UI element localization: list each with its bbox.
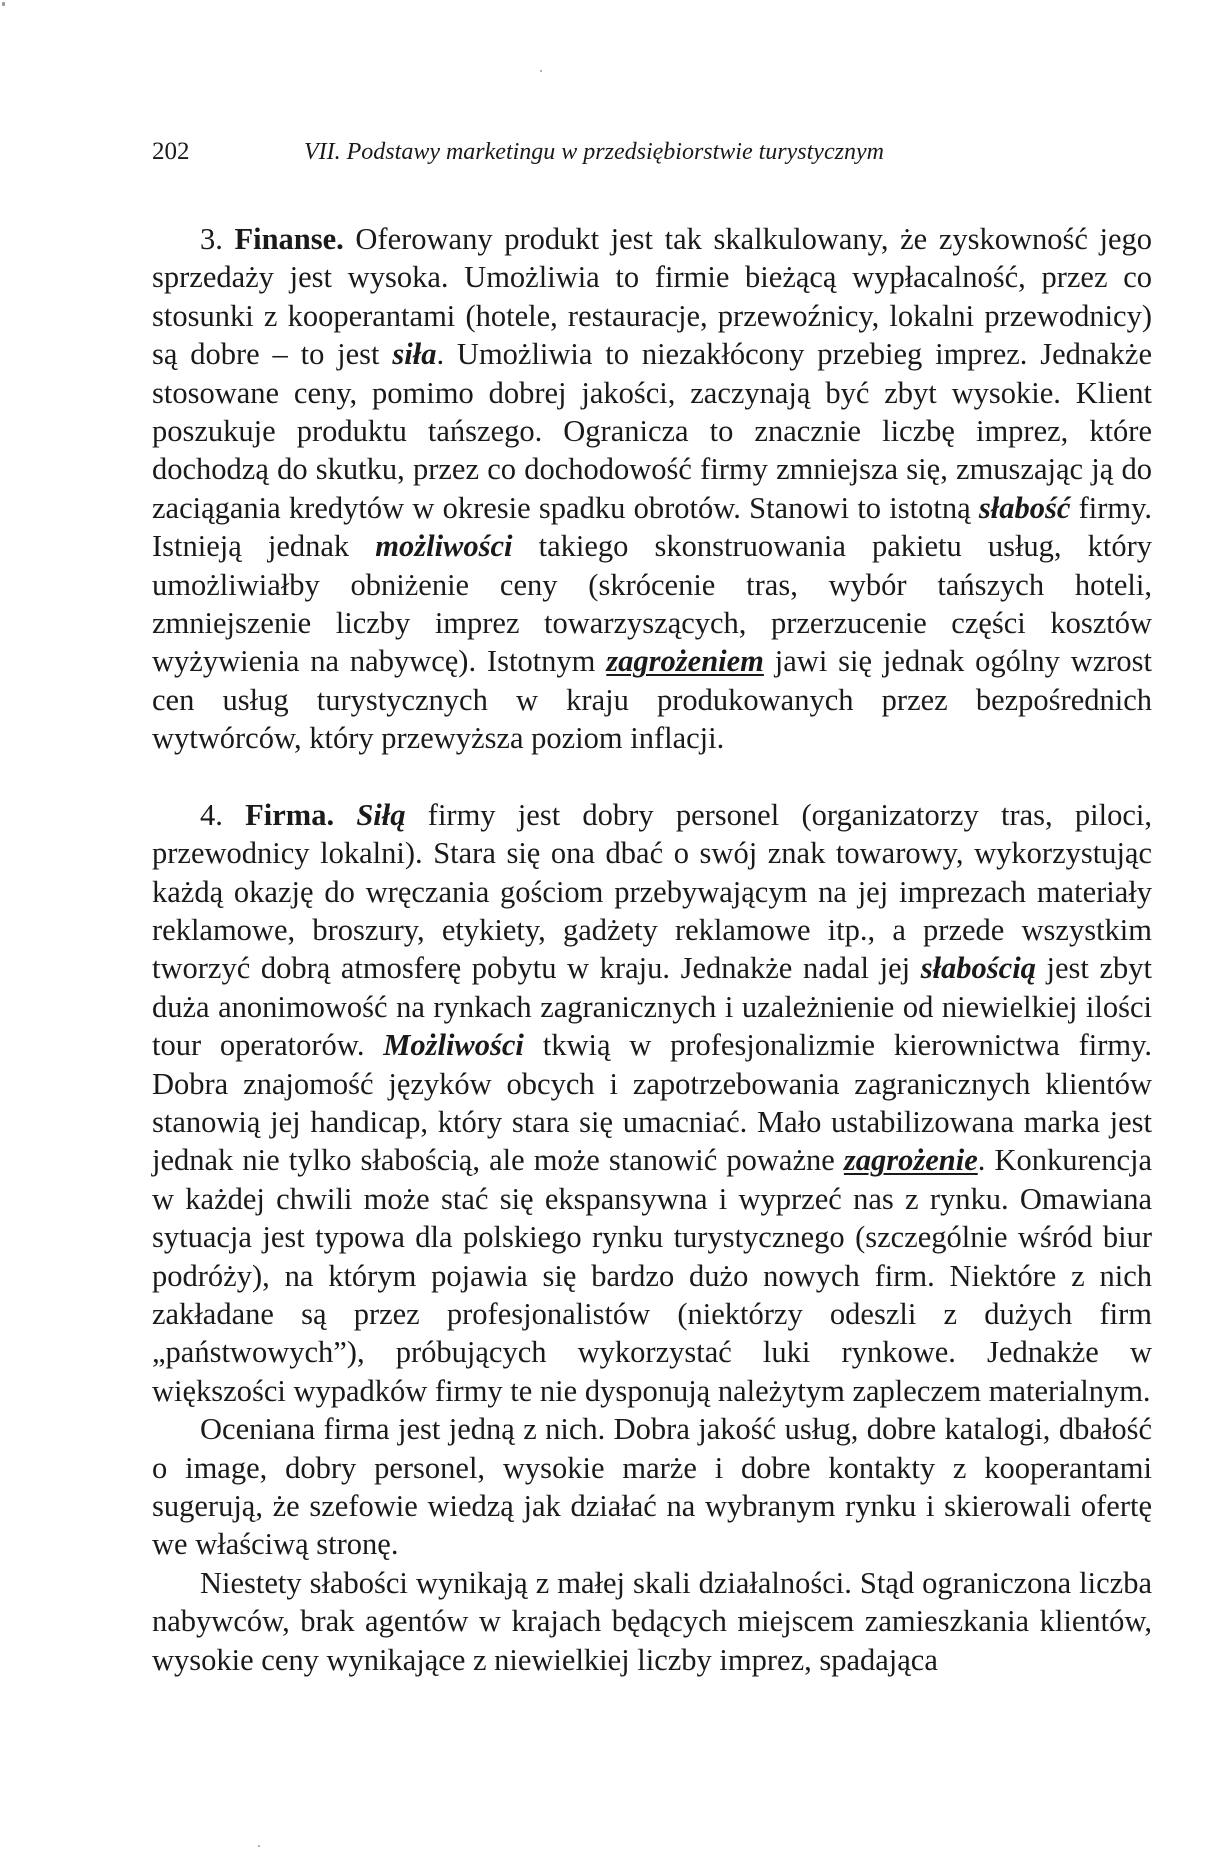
text-run: jest zbyt duża anonimowość na rynkach zagranicznych i uzależnienie od niewielkiej ilości tour operatorów. [152, 951, 1153, 1063]
text-run: firmy. Istnieją jednak [152, 490, 1153, 564]
keyword-sila: Siłą [356, 797, 406, 832]
section-firma [152, 796, 1152, 1411]
text-run: Oferowany produkt jest tak skalkulowany, że zyskowność jego sprzedaży jest wysoka. Umożliwia to firmie bieżącą wypłacalność, przez co stosunki z kooperantami (hotele, restauracje, przewoźnicy, lokalni przewodnicy) są dobre – to jest [152, 222, 1153, 372]
section-number: 3. [200, 222, 223, 256]
paragraph-oceniana: Oceniana firma jest jedną z nich. Dobra jakość usług, dobre katalogi, dbałość o image, dobry personel, wysokie marże i dobre kontakty z kooperantami sugerują, że szefowie wiedzą jak działać na wybranym rynku i skierowali ofertę we właściwą stronę. [152, 1412, 1152, 1562]
scan-speck [2, 2, 5, 6]
paragraph-niestety: Niestety słabości wynikają z małej skali działalności. Stąd ograniczona liczba nabywców, brak agentów w krajach będących miejscem zamieszkania klientów, wysokie ceny wynikające z niewielkiej liczby imprez, spadająca [152, 1565, 1152, 1677]
keyword-zagrozeniem: zagrożeniem [606, 644, 764, 679]
keyword-zagrozenie: zagrożenie [843, 1143, 978, 1178]
scan-speck [258, 1845, 260, 1847]
text-run: . Konkurencja w każdej chwili może stać się ekspansywna i wyprzeć nas z rynku. Omawiana sytuacja jest typowa dla polskiego rynku turystycznego (szczególnie wśród biur podróży), na którym pojawia się bardzo dużo nowych firm. Niektóre z nich zakładane są przez profesjonalistów (niektórzy odeszli z dużych firm „państwowych”), próbujących wykorzystać luki rynkowe. Jednakże w większości wypadków firmy te nie dysponują należytym zapleczem materialnym. [152, 1143, 1152, 1408]
keyword-sila: siła [392, 337, 437, 372]
page-number: 202 [152, 138, 190, 165]
section-heading: Finanse. [234, 222, 344, 256]
text-run: tkwią w profesjonalizmie kierownictwa firmy. Dobra znajomość języków obcych i zapotrzebowania zagranicznych klientów stanowią jej handicap, który stara się umacniać. Mało ustabilizowana marka jest jednak nie tylko słabością, ale może stanowić poważne [152, 1028, 1153, 1178]
section-heading: Firma. [245, 797, 335, 832]
text-run: jawi się jednak ogólny wzrost cen usług turystycznych w kraju produkowanych przez bezpośrednich wytwórców, który przewyższa poziom inflacji. [152, 644, 1153, 756]
scan-speck [540, 70, 542, 72]
chapter-title: VII. Podstawy marketingu w przedsiębiorstwie turystycznym [304, 139, 884, 165]
text-run: . Umożliwia to niezakłócony przebieg imprez. Jednakże stosowane ceny, pomimo dobrej jakości, zaczynają być zbyt wysokie. Klient poszukuje produktu tańszego. Ogranicza to znacznie liczbę imprez, które dochodzą do skutku, przez co dochodowość firmy zmniejsza się, zmuszając ją do zaciągania kredytów w okresie spadku obrotów. Stanowi to istotną [152, 337, 1152, 525]
keyword-mozliwosci: Możliwości [383, 1028, 524, 1063]
keyword-slabosc: słabość [978, 490, 1071, 525]
running-header [152, 132, 1152, 172]
section-finanse [152, 220, 1152, 758]
keyword-slaboscia: słabością [920, 951, 1036, 986]
text-run: takiego skonstruowania pakietu usług, który umożliwiałby obniżenie ceny (skrócenie tras, wybór tańszych hoteli, zmniejszenie liczby imprez towarzyszących, przerzucenie części kosztów wyżywienia na nabywcę). Istotnym [152, 529, 1153, 679]
keyword-mozliwosci: możliwości [375, 529, 513, 564]
text-run: firmy jest dobry personel (organizatorzy tras, piloci, przewodnicy lokalni). Stara się ona dbać o swój znak towarowy, wykorzystując każdą okazję do wręczania gościom przebywającym na jej imprezach materiały reklamowe, broszury, etykiety, gadżety reklamowe itp., a przede wszystkim tworzyć dobrą atmosferę pobytu w kraju. Jednakże nadal jej [152, 797, 1152, 986]
body-text [152, 220, 1152, 1679]
section-number: 4. [200, 797, 223, 832]
book-page [152, 132, 1152, 1679]
